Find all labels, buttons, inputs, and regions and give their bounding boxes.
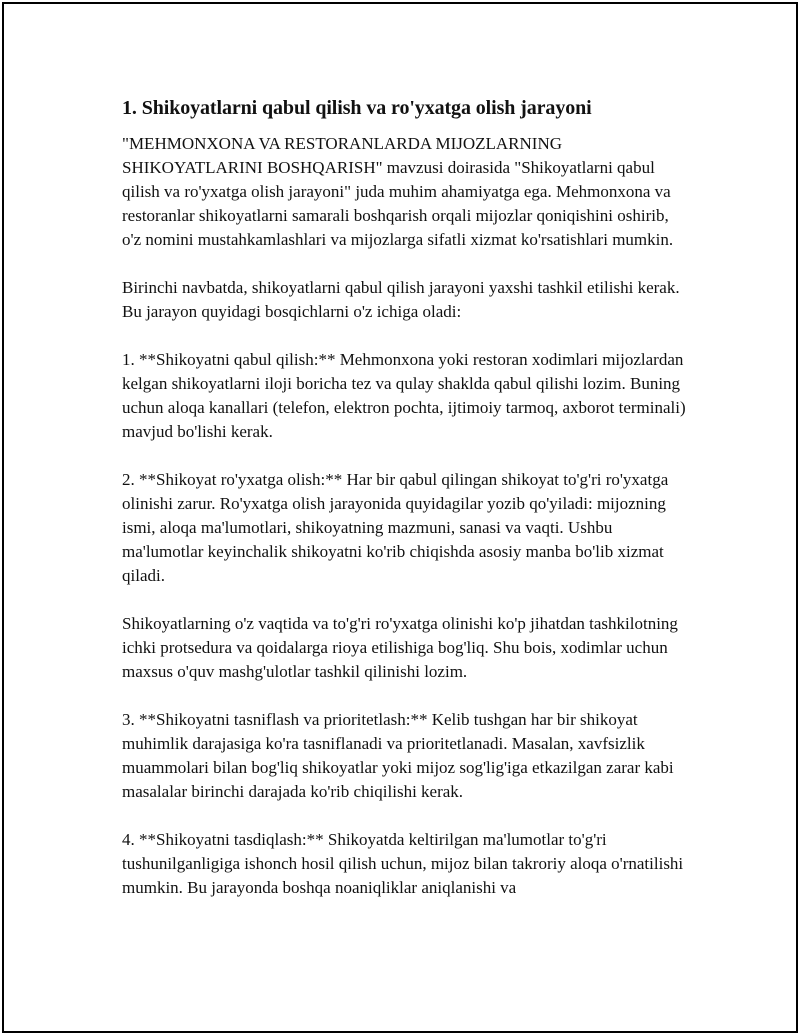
- document-body: [122, 94, 688, 924]
- paragraph-intro: "MEHMONXONA VA RESTORANLARDA MIJOZLARNING SHIKOYATLARINI BOSHQARISH" mavzusi doirasida "Shikoyatlarni qabul qilish va ro'yxatga olish jarayoni" juda muhim ahamiyatga ega. Mehmonxona va restoranlar shikoyatlarni samarali boshqarish orqali mijozlar qoniqishini oshirib, o'z nomini mustahkamlashlari va mijozlarga sifatli xizmat ko'rsatishlari mumkin.: [122, 134, 674, 249]
- paragraph-registration-note: Shikoyatlarning o'z vaqtida va to'g'ri ro'yxatga olinishi ko'p jihatdan tashkilotning ichki protsedura va qoidalarga rioya etilishiga bog'liq. Shu bois, xodimlar uchun maxsus o'quv mashg'ulotlar tashkil qilinishi lozim.: [122, 614, 678, 681]
- paragraph-step-2: 2. **Shikoyat ro'yxatga olish:** Har bir qabul qilingan shikoyat to'g'ri ro'yxatga olinishi zarur. Ro'yxatga olish jarayonida quyidagilar yozib qo'yiladi: mijozning ismi, aloqa ma'lumotlari, shikoyatning mazmuni, sanasi va vaqti. Ushbu ma'lumotlar keyinchalik shikoyatni ko'rib chiqishda asosiy manba bo'lib xizmat qiladi.: [122, 470, 669, 585]
- paragraph-first-step: Birinchi navbatda, shikoyatlarni qabul qilish jarayoni yaxshi tashkil etilishi kerak. Bu jarayon quyidagi bosqichlarni o'z ichiga oladi:: [122, 278, 680, 321]
- paragraph-step-3: 3. **Shikoyatni tasniflash va prioritetlash:** Kelib tushgan har bir shikoyat muhimlik darajasiga ko'ra tasniflanadi va prioritetlanadi. Masalan, xavfsizlik muammolari bilan bog'liq shikoyatlar yoki mijoz sog'lig'iga etkazilgan zarar kabi masalalar birinchi darajada ko'rib chiqilishi kerak.: [122, 710, 674, 801]
- paragraph-step-4: 4. **Shikoyatni tasdiqlash:** Shikoyatda keltirilgan ma'lumotlar to'g'ri tushunilganligiga ishonch hosil qilish uchun, mijoz bilan takroriy aloqa o'rnatilishi mumkin. Bu jarayonda boshqa noaniqliklar aniqlanishi va: [122, 830, 684, 897]
- page-frame: [2, 2, 798, 1033]
- section-heading: 1. Shikoyatlarni qabul qilish va ro'yxatga olish jarayoni: [122, 97, 592, 119]
- paragraph-step-1: 1. **Shikoyatni qabul qilish:** Mehmonxona yoki restoran xodimlari mijozlardan kelgan shikoyatlarni iloji boricha tez va qulay shaklda qabul qilishi lozim. Buning uchun aloqa kanallari (telefon, elektron pochta, ijtimoiy tarmoq, axborot terminali) mavjud bo'lishi kerak.: [122, 350, 686, 441]
